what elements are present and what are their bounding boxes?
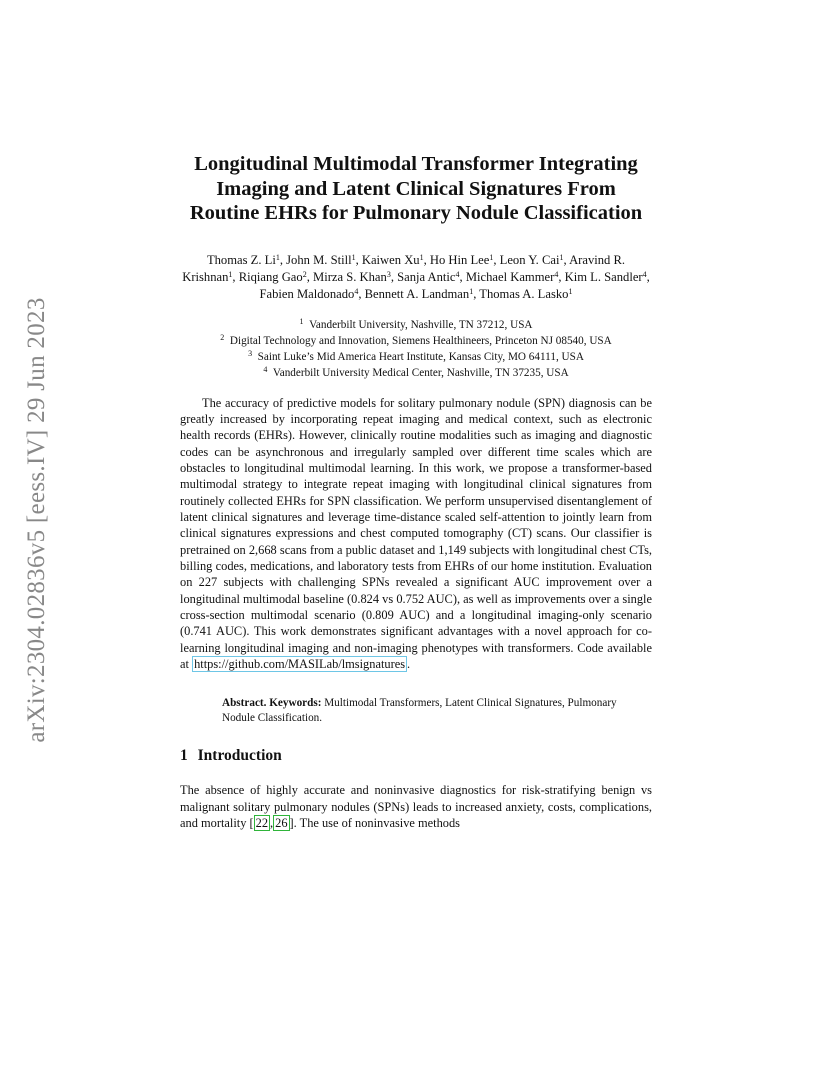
citation-link[interactable]: 26 (275, 816, 288, 831)
affiliation-number: 2 (220, 332, 225, 342)
author (260, 287, 359, 301)
intro-paragraph (180, 782, 652, 831)
author-name: Kim L. Sandler (564, 269, 643, 284)
affiliation (180, 333, 652, 349)
author-affiliation-marker: 4 (354, 286, 359, 296)
author-affiliation-marker: 1 (351, 252, 356, 262)
section-number: 1 (180, 747, 188, 765)
affiliation-text: Vanderbilt University, Nashville, TN 37212, USA (309, 318, 533, 331)
author-affiliation-marker: 1 (489, 252, 494, 262)
author-name: Thomas A. Lasko (479, 286, 569, 301)
author-name: Aravind R. Krishnan (182, 252, 626, 284)
author-name: John M. Still (286, 252, 352, 267)
arxiv-identifier-stamp (22, 295, 52, 745)
author-affiliation-marker: 1 (469, 286, 474, 296)
author-affiliation-marker: 4 (455, 269, 460, 279)
author-affiliation-marker: 1 (228, 269, 233, 279)
affiliation-text: Digital Technology and Innovation, Siemens Healthineers, Princeton NJ 08540, USA (229, 334, 612, 347)
intro-text-after: ]. The use of noninvasive methods (289, 816, 460, 831)
author-name: Leon Y. Cai (499, 252, 560, 267)
author-affiliation-marker: 1 (419, 252, 424, 262)
affiliation-number: 1 (299, 316, 304, 326)
author (430, 253, 493, 267)
author-affiliation-marker: 4 (554, 269, 559, 279)
author-name: Riqiang Gao (238, 269, 303, 284)
affiliation-number: 4 (263, 364, 268, 374)
citation-link[interactable]: 22 (255, 816, 269, 831)
author (565, 270, 647, 284)
keywords-block (222, 696, 622, 726)
author-affiliation-marker: 1 (275, 252, 280, 262)
author-affiliation-marker: 1 (559, 252, 564, 262)
author-affiliation-marker: 4 (642, 269, 647, 279)
abstract-end: . (407, 657, 411, 671)
abstract (180, 395, 652, 673)
author-affiliation-marker: 1 (568, 286, 573, 296)
author-name: Mirza S. Khan (313, 269, 387, 284)
paper-title: Longitudinal Multimodal Transformer Integrating Imaging and Latent Clinical Signatures From Routine EHRs for Pulmonary Nodule Classification (189, 153, 643, 224)
author-name: Kaiwen Xu (361, 252, 420, 267)
paper-page (180, 152, 652, 831)
author (479, 287, 572, 301)
affiliation-list (180, 317, 652, 381)
affiliation-text: Saint Luke’s Mid America Heart Institute, Kansas City, MO 64111, USA (257, 350, 584, 363)
author-name: Fabien Maldonado (259, 286, 355, 301)
abstract-text: The accuracy of predictive models for solitary pulmonary nodule (SPN) diagnosis can be greatly increased by incorporating repeat imaging and medical context, such as electronic health records (EHRs). However, clinically routine modalities such as imaging and diagnostic codes can be asynchronous and irregularly sampled over different time scales which are obstacles to longitudinal multimodal learning. In this work, we propose a transformer-based multimodal strategy to integrate repeat imaging with longitudinal clinical signatures from routinely collected EHRs for SPN classification. We perform unsupervised disentanglement of latent clinical signatures and leverage time-distance scaled self-attention to jointly learn from clinical signatures expressions and chest computed tomography (CT) scans. Our classifier is pretrained on 2,668 scans from a public dataset and 1,149 subjects with longitudinal chest CTs, billing codes, medications, and laboratory tests from EHRs of our home institution. Evaluation on 227 subjects with challenging SPNs revealed a significant AUC improvement over a longitudinal multimodal baseline (0.824 vs 0.752 AUC), as well as improvements over a single cross-section multimodal scenario (0.809 AUC) and a longitudinal imaging-only scenario (0.741 AUC). This work demonstrates significant advantages with a novel approach for co-learning longitudinal imaging and non-imaging phenotypes with transformers. Code available at (180, 395, 652, 671)
keywords-text: Multimodal Transformers, Latent Clinical Signatures, Pulmonary Nodule Classification. (222, 697, 617, 725)
author-affiliation-marker: 3 (386, 269, 391, 279)
author-name: Ho Hin Lee (429, 252, 490, 267)
author-list: Thomas Z. Li$^1$, John M. Still$^1$, Kaiwen Xu$^1$, Ho Hin Lee$^1$, Leon Y. Cai$^1$, Aravind R. Krishnan$^1$, Riqiang Gao$^2$, Mirza S. Khan$^3$, Sanja Antic$^4$, Michael Kammer$^4$, Kim L. Sandler$^4$, Fabien Maldonado$^4$, Bennett A. Landman$^1$, Thomas A. Lasko$^1$ (182, 252, 650, 301)
intro-text-before: The absence of highly accurate and noninvasive diagnostics for risk-stratifying benign vs malignant solitary pulmonary nodules (SPNs) leads to increased anxiety, costs, complications, and mortality [ (180, 783, 652, 831)
affiliation-number: 3 (248, 348, 253, 358)
author (466, 270, 558, 284)
author-name: Bennett A. Landman (364, 286, 470, 301)
author (239, 270, 307, 284)
author (286, 253, 355, 267)
author (365, 287, 474, 301)
affiliation (180, 349, 652, 365)
author-name: Sanja Antic (397, 269, 456, 284)
section-heading (180, 746, 652, 766)
affiliation (180, 317, 652, 333)
author (500, 253, 564, 267)
code-link[interactable]: https://github.com/MASILab/lmsignatures (194, 657, 406, 671)
citation-separator: , (270, 816, 274, 831)
author (362, 253, 424, 267)
author (313, 270, 391, 284)
affiliation-text: Vanderbilt University Medical Center, Nashville, TN 37235, USA (272, 366, 569, 379)
author-name: Michael Kammer (465, 269, 555, 284)
author (397, 270, 459, 284)
arxiv-stamp-text: arXiv:2304.02836v5 [eess.IV] 29 Jun 2023 (23, 297, 50, 743)
section-title: Introduction (197, 747, 282, 765)
keywords-label: Abstract. Keywords: (222, 697, 322, 710)
author-name: Thomas Z. Li (206, 252, 276, 267)
author-affiliation-marker: 2 (302, 269, 307, 279)
author (207, 253, 280, 267)
affiliation (180, 365, 652, 381)
